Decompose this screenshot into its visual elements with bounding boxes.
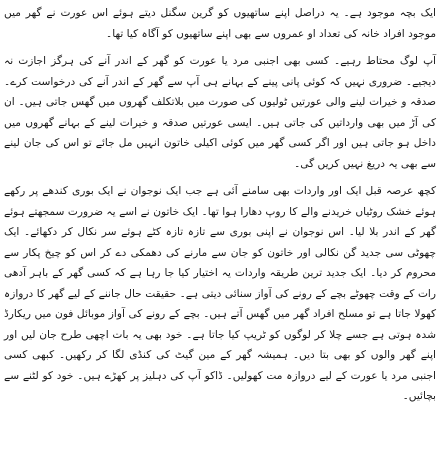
paragraph: کچھ عرصہ قبل ایک اور واردات بھی سامنے آئی ہے جب ایک نوجوان نے ایک بوری کندھے پر رکھے ہوئے خشک روٹیاں خریدنے والے کا روپ دھارا ہوا تھا۔ ایک خاتون نے اسے یہ ضرورت سمجھتے ہوئے گھر کے اندر بلا لیا۔ اس نوجوان نے اپنی بوری سے تازہ تازہ کٹے ہوئے سر نکال کر دکھائے۔ ایک چھوٹی سی جدید گن نکالی اور خاتون کو جان سے مارنے کی دھمکی دے کر اس کو چیخ پکار سے محروم کر دیا۔ ایک جدید ترین طریقہ واردات یہ اختیار کیا جا رہا ہے کہ کسی گھر کے باہر آدھی رات کے وقت چھوٹے بچے کے رونے کی آواز سنائی دیتی ہے۔ حقیقت حال جاننے کے لیے گھر کا دروازہ کھولا جاتا ہے تو مسلح افراد گھر میں گھس آتے ہیں۔ بچے کے رونے کی آواز موبائل فون میں ریکارڈ شدہ ہوتی ہے جسے چلا کر لوگوں کو ٹریپ کیا جاتا ہے۔ خود بھی یہ بات اچھی طرح جان لیں اور اپنے گھر والوں کو بھی بتا دیں۔ ہمیشہ گھر کے مین گیٹ کی کنڈی لگا کر رکھیں۔ کبھی کسی اجنبی مرد یا عورت کے لیے دروازہ مت کھولیں۔ ڈاکو آپ کی دہلیز پر کھڑے ہیں۔ خود کو لٹنے سے بچائیں۔	[4, 185, 436, 402]
paragraph: ایک بچہ موجود ہے۔ یہ دراصل اپنے ساتھیوں کو گرین سگنل دیتے ہوئے اس عورت نے گھر میں موجود افراد خانہ کی تعداد او عمروں سے بھی اپنے ساتھیوں کو آگاہ کیا تھا۔	[4, 7, 436, 40]
paragraph: آپ لوگ محتاط رہیے۔ کسی بھی اجنبی مرد یا عورت کو گھر کے اندر آنے کی ہرگز اجازت نہ دیجیے۔ ضروری نہیں کہ کوئی پانی پینے کے بہانے ہی آپ سے گھر کے اندر آنے کی درخواست کرے۔ صدقہ و خیرات لینے والی عورتیں ٹولیوں کی صورت میں بلاتکلف گھروں میں گھس جاتی ہیں۔ ان کی آڑ میں بھی وارداتیں کی جاتی ہیں۔ ایسی عورتیں صدقہ و خیرات لینے کے بہانے گھروں میں داخل ہو جاتی ہیں اور اگر کسی گھر میں کوئی اکیلی خاتون انہیں مل جائے تو اس کی جان لینے سے بھی یہ دریغ نہیں کریں گی۔	[4, 55, 436, 170]
